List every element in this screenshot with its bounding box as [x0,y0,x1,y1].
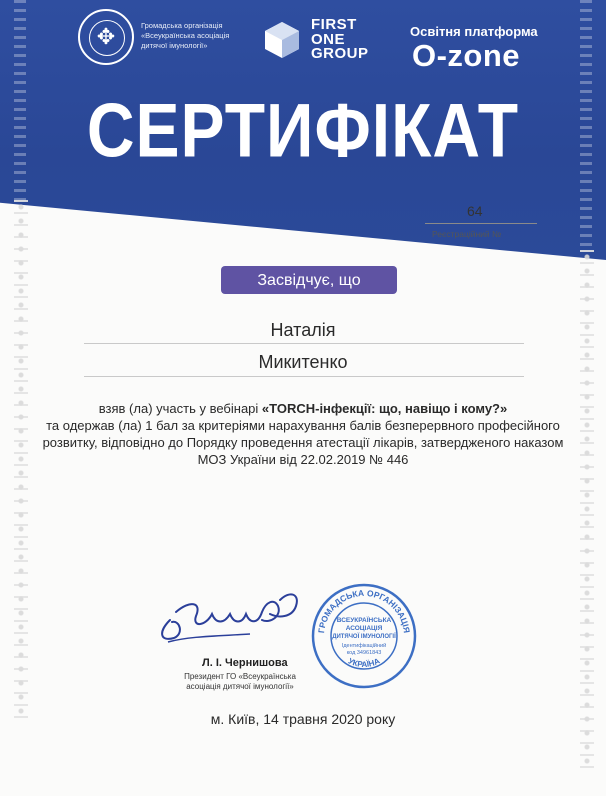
first-one-group-logo-icon [262,20,302,60]
name-underline [84,343,524,344]
webinar-title: «TORCH-інфекції: що, навіщо і кому?» [261,401,508,416]
platform-label: Освітня платформа [410,24,538,39]
association-logo-icon: ✥ [78,9,134,65]
certifies-badge: Засвідчує, що [221,266,397,294]
first-one-group-logo: FIRST ONE GROUP [311,16,369,62]
stamp-code-line: код 34961843 [346,650,382,656]
name-underline [84,376,524,377]
signature-image [150,580,310,650]
signer-name: Л. І. Чернишова [202,657,288,669]
platform-name: O-zone [412,38,521,73]
stamp-center-line: АСОЦІАЦІЯ [345,625,383,632]
stamp-center-line: ДИТЯЧОЇ ІМУНОЛОГІЇ [332,634,396,640]
association-name: Громадська організація «Всеукраїнська асоціація дитячої імунології» [141,21,230,50]
signer-role: Президент ГО «Всеукраїнська асоціація дитячої імунології» [184,672,296,691]
stamp-code-line: Ідентифікаційний [341,643,387,649]
ornament-border-left [14,200,28,720]
certificate-body [40,400,566,468]
recipient-last-name: Микитенко [258,352,348,372]
stamp-center-line: ВСЕУКРАЇНСЬКА [336,617,392,624]
body-intro: взяв (ла) участь у вебінарі [98,401,262,416]
recipient-first-name: Наталія [270,320,336,340]
stamp-outer-text: ГРОМАДСЬКА ОРГАНІЗАЦІЯ [316,587,412,634]
official-stamp [310,582,418,690]
body-details: та одержав (ла) 1 бал за критеріями нарахування балів безперервного професійного розвитку, відповідно до Порядку проведення атестації лікарів, затвердженого наказом МОЗ України від 22.02.2019 № 446 [42,418,564,467]
certificate-title: СЕРТИФІКАТ [86,87,520,173]
registration-number: 64 [467,203,483,219]
stamp-bottom-text: УКРАЇНА [346,656,382,669]
registration-underline [425,223,537,224]
place-and-date: м. Київ, 14 травня 2020 року [210,711,396,727]
registration-label: Реєстраційний № [432,229,502,239]
